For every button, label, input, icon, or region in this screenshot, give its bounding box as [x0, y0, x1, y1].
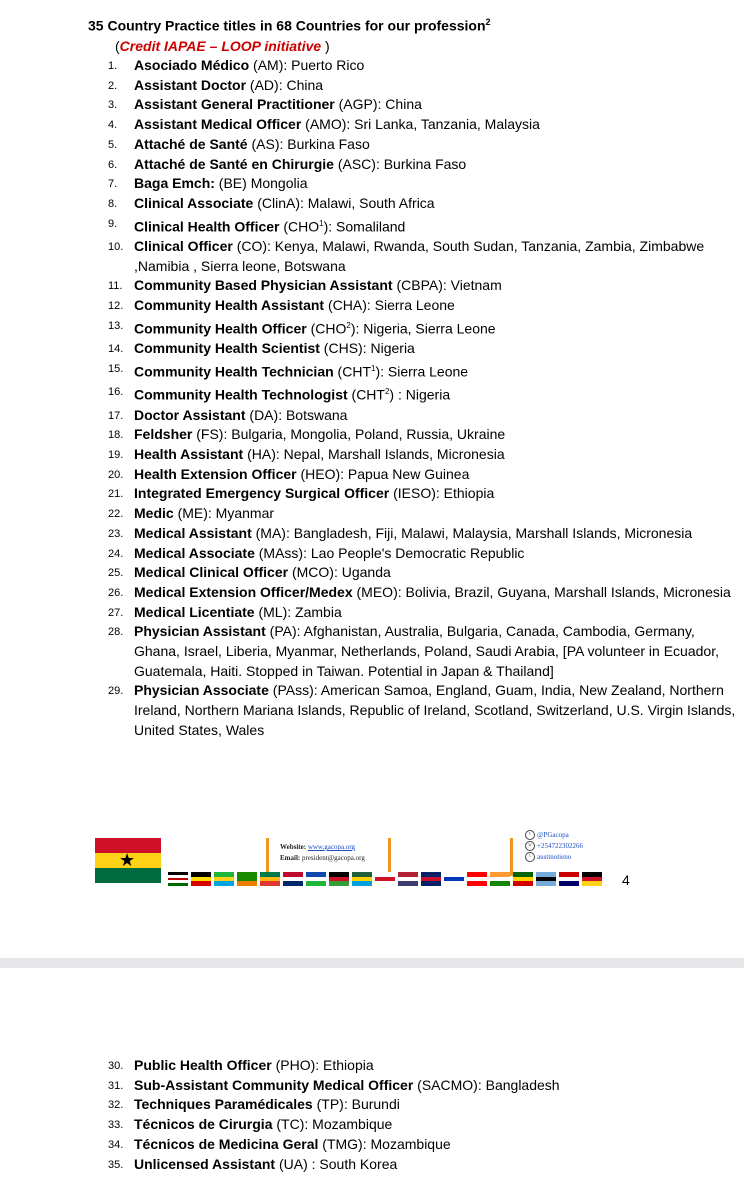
- country-flag-icon: [352, 872, 372, 886]
- country-flag-icon: [375, 872, 395, 886]
- practice-title: Clinical Associate: [134, 194, 254, 211]
- country-flag-icon: [559, 872, 579, 886]
- countries: : Myanmar: [207, 505, 275, 522]
- abbreviation-superscript: 2: [384, 387, 390, 397]
- countries: : Nepal, Marshall Islands, Micronesia: [275, 445, 505, 462]
- countries: : Mozambique: [362, 1135, 451, 1152]
- practice-title: Physician Associate: [134, 682, 269, 699]
- list-item: [100, 359, 740, 382]
- list-item: [100, 214, 740, 237]
- practice-title: Técnicos de Medicina Geral: [134, 1135, 319, 1152]
- countries: : Mozambique: [304, 1116, 393, 1133]
- countries: : Botswana: [278, 406, 348, 423]
- country-flags-strip: [168, 872, 602, 886]
- list-item: [100, 1135, 740, 1155]
- phone-number: +254722302266: [537, 842, 583, 850]
- title-abbreviation: (MA): [251, 524, 286, 541]
- country-flag-icon: [513, 872, 533, 886]
- country-flag-icon: [237, 872, 257, 886]
- footer-social: [525, 830, 583, 863]
- item-number: 9.: [108, 217, 118, 230]
- item-number: 30.: [108, 1060, 124, 1072]
- countries: : Vietnam: [442, 277, 502, 294]
- item-number: 31.: [108, 1079, 124, 1092]
- list-item: [100, 382, 740, 405]
- list-item: [100, 76, 740, 96]
- practice-title: Health Extension Officer: [134, 465, 297, 482]
- list-item: [100, 1155, 740, 1175]
- item-number: 24.: [108, 547, 124, 560]
- list-item: [100, 174, 740, 194]
- title-abbreviation: (FS): [192, 426, 224, 443]
- title-abbreviation: (AMO): [301, 116, 347, 133]
- ghana-flag-icon: ★: [95, 838, 161, 883]
- practice-title: Attaché de Santé: [134, 135, 248, 152]
- practice-title: Medic: [134, 505, 174, 522]
- practice-title: Community Health Officer: [134, 320, 307, 337]
- item-number: 18.: [108, 429, 124, 442]
- title-abbreviation: (HEO): [296, 465, 341, 482]
- list-item: [100, 681, 740, 740]
- abbreviation-superscript: 1: [319, 218, 324, 228]
- practice-title: Techniques Paramédicales: [134, 1096, 313, 1113]
- title-abbreviation: (CBPA): [392, 277, 443, 294]
- item-number: 32.: [108, 1099, 124, 1112]
- item-number: 6.: [108, 158, 118, 171]
- footer-divider: [388, 838, 391, 876]
- list-item: [100, 194, 740, 214]
- item-number: 4.: [108, 119, 118, 132]
- country-flag-icon: [260, 872, 280, 886]
- list-item: [100, 563, 740, 583]
- item-number: 25.: [108, 567, 124, 580]
- countries: : Burkina Faso: [375, 155, 467, 172]
- list-item: [100, 406, 740, 426]
- list-item: [100, 445, 740, 465]
- footer-contact: Website: www.gacopa.org Email: president@gacopa.org: [280, 843, 365, 862]
- title-abbreviation: (IESO): [389, 485, 436, 502]
- item-number: 5.: [108, 138, 118, 151]
- country-flag-icon: [191, 872, 211, 886]
- item-number: 2.: [108, 79, 118, 92]
- title-abbreviation: (TC): [272, 1116, 305, 1133]
- title-abbreviation: (AD): [246, 76, 279, 93]
- list-item: [100, 316, 740, 339]
- title-abbreviation: (TMG): [318, 1135, 363, 1152]
- practice-title: Asociado Médico: [134, 57, 250, 73]
- country-flag-icon: [168, 872, 188, 886]
- list-item: [100, 339, 740, 359]
- countries: : Burkina Faso: [279, 135, 370, 152]
- country-flag-icon: [582, 872, 602, 886]
- item-number: 20.: [108, 468, 124, 481]
- item-number: 29.: [108, 685, 124, 698]
- country-flag-icon: [329, 872, 349, 886]
- list-item: [100, 1056, 740, 1076]
- twitter-icon: t: [525, 830, 535, 840]
- abbreviation-superscript: 2: [346, 320, 351, 330]
- practice-title: Physician Assistant: [134, 623, 266, 640]
- practice-title: Community Health Assistant: [134, 297, 325, 314]
- countries: : Kenya, Malawi, Rwanda, South Sudan, Tanzania, Zambia, Zimbabwe ,Namibia , Sierra leone, Botswana: [134, 237, 705, 274]
- item-number: 35.: [108, 1158, 124, 1171]
- practice-title: Técnicos de Cirurgia: [134, 1116, 273, 1133]
- item-number: 12.: [108, 300, 124, 313]
- practice-title: Clinical Health Officer: [134, 218, 280, 235]
- title-abbreviation: (TP): [312, 1096, 344, 1113]
- list-item: [100, 622, 740, 681]
- title-abbreviation: (CO): [232, 237, 268, 254]
- practice-title: Community Health Scientist: [134, 340, 320, 357]
- practice-title: Doctor Assistant: [134, 406, 246, 423]
- title-abbreviation: (MCO): [288, 564, 334, 581]
- title-abbreviation: (ASC): [333, 155, 376, 172]
- countries: : Bangladesh: [477, 1076, 560, 1093]
- item-number: 13.: [108, 319, 124, 332]
- instagram-icon: i: [525, 852, 535, 862]
- practice-title: Medical Licentiate: [134, 603, 255, 620]
- country-flag-icon: [467, 872, 487, 886]
- credit-text: Credit IAPAE – LOOP initiative: [119, 38, 322, 54]
- list-item: [100, 276, 740, 296]
- practice-title: Community Health Technologist: [134, 386, 348, 403]
- item-number: 33.: [108, 1119, 124, 1132]
- countries: : Sierra Leone: [366, 297, 455, 314]
- countries: : Malawi, South Africa: [299, 194, 435, 211]
- title-abbreviation: (CHS): [319, 340, 363, 357]
- item-number: 1.: [108, 60, 118, 72]
- country-flag-icon: [306, 872, 326, 886]
- twitter-handle: @PGacopa: [537, 831, 569, 839]
- credit-line: (Credit IAPAE – LOOP initiative ): [115, 38, 330, 54]
- countries: ): Sierra Leone: [375, 363, 469, 380]
- countries: : Burundi: [343, 1096, 400, 1113]
- practice-title: Assistant General Practitioner: [134, 96, 335, 113]
- list-item: [100, 583, 740, 603]
- countries: : Zambia: [287, 603, 342, 620]
- list-item: [100, 115, 740, 135]
- practice-title-list-continued: [100, 1056, 740, 1174]
- countries: ): Somaliland: [323, 218, 406, 235]
- practice-title: Attaché de Santé en Chirurgie: [134, 155, 334, 172]
- item-number: 8.: [108, 197, 118, 210]
- page-number: 4: [622, 872, 630, 888]
- practice-title: Medical Associate: [134, 544, 255, 561]
- countries: : Bolivia, Brazil, Guyana, Marshall Islands, Micronesia: [397, 583, 731, 600]
- item-number: 10.: [108, 240, 124, 253]
- item-number: 21.: [108, 488, 124, 501]
- email-address: president@gacopa.org: [301, 854, 365, 862]
- item-number: 27.: [108, 606, 124, 619]
- abbreviation-superscript: 1: [371, 363, 376, 373]
- countries: : Afghanistan, Australia, Bulgaria, Canada, Cambodia, Germany, Ghana, Israel, Liberia, Myanmar, Netherlands, Poland, Saudi Arabia, [PA volunteer in Ecuador, Guatemala, Haiti. Stopped in Taiwan. Potential in Japan & Thailand]: [134, 623, 719, 679]
- list-item: [100, 465, 740, 485]
- list-item: [100, 544, 740, 564]
- country-flag-icon: [536, 872, 556, 886]
- title-abbreviation: (CHT: [333, 363, 371, 380]
- item-number: 14.: [108, 343, 124, 356]
- list-item: [100, 135, 740, 155]
- document-page-2: [0, 968, 744, 1200]
- title-abbreviation: (CHO: [306, 320, 347, 337]
- item-number: 3.: [108, 99, 118, 112]
- title-abbreviation: (ME): [173, 505, 208, 522]
- practice-title: Public Health Officer: [134, 1057, 272, 1073]
- countries: : Puerto Rico: [283, 57, 365, 73]
- country-flag-icon: [398, 872, 418, 886]
- page-separator: [0, 958, 744, 968]
- title-abbreviation: (AGP): [334, 96, 378, 113]
- list-item: [100, 296, 740, 316]
- list-item: [100, 425, 740, 445]
- countries: : Ethiopia: [315, 1057, 374, 1073]
- practice-title: Unlicensed Assistant: [134, 1155, 276, 1172]
- title-abbreviation: (CHO: [279, 218, 320, 235]
- countries: : Papua New Guinea: [340, 465, 470, 482]
- item-number: 19.: [108, 448, 124, 461]
- countries: : China: [377, 96, 422, 113]
- list-item: [100, 1076, 740, 1096]
- list-item: [100, 603, 740, 623]
- countries: ): Nigeria, Sierra Leone: [350, 320, 496, 337]
- item-number: 23.: [108, 527, 124, 540]
- country-flag-icon: [490, 872, 510, 886]
- practice-title: Clinical Officer: [134, 237, 233, 254]
- item-number: 26.: [108, 586, 124, 599]
- practice-title: Baga Emch:: [134, 175, 215, 192]
- country-flag-icon: [421, 872, 441, 886]
- title-abbreviation: (MAss): [254, 544, 304, 561]
- title-abbreviation: (BE): [214, 175, 247, 192]
- footer-divider: [510, 838, 513, 876]
- practice-title: Integrated Emergency Surgical Officer: [134, 485, 390, 502]
- title-abbreviation: (ML): [254, 603, 288, 620]
- title-abbreviation: (PHO): [271, 1057, 316, 1073]
- list-item: [100, 56, 740, 76]
- countries: : Nigeria: [362, 340, 415, 357]
- title-abbreviation: (CHT: [347, 386, 385, 403]
- countries: : American Samoa, England, Guam, India, New Zealand, Northern Ireland, Northern Mariana Islands, Republic of Ireland, Scotland, Switzerland, U.S. Virgin Islands, United States, Wales: [134, 682, 736, 738]
- title-abbreviation: (UA): [275, 1155, 308, 1172]
- list-item: [100, 504, 740, 524]
- practice-title-list: [100, 56, 740, 741]
- item-number: 16.: [108, 386, 124, 399]
- website-link[interactable]: www.gacopa.org: [307, 843, 356, 851]
- title-footnote-marker: 2: [485, 17, 491, 27]
- country-flag-icon: [283, 872, 303, 886]
- instagram-handle: austinotieno: [537, 853, 572, 861]
- list-item: [100, 484, 740, 504]
- item-number: 11.: [108, 280, 123, 293]
- title-abbreviation: (AS): [247, 135, 280, 152]
- practice-title: Medical Clinical Officer: [134, 564, 289, 581]
- item-number: 17.: [108, 409, 124, 422]
- practice-title: Medical Extension Officer/Medex: [134, 583, 353, 600]
- item-number: 22.: [108, 508, 124, 521]
- practice-title: Assistant Medical Officer: [134, 116, 302, 133]
- title-abbreviation: (ClinA): [253, 194, 300, 211]
- item-number: 15.: [108, 362, 124, 375]
- countries: : China: [278, 76, 324, 93]
- title-abbreviation: (MEO): [352, 583, 398, 600]
- title-abbreviation: (PAss): [268, 682, 314, 699]
- list-item: [100, 237, 740, 276]
- countries: : Ethiopia: [435, 485, 495, 502]
- practice-title: Feldsher: [134, 426, 193, 443]
- countries: ) : Nigeria: [389, 386, 451, 403]
- title-abbreviation: (HA): [243, 445, 276, 462]
- countries: : Uganda: [333, 564, 391, 581]
- title-abbreviation: (DA): [245, 406, 279, 423]
- page-title: 35 Country Practice titles in 68 Countries for our profession$^2$: [88, 17, 491, 34]
- countries: : Bangladesh, Fiji, Malawi, Malaysia, Marshall Islands, Micronesia: [285, 524, 693, 541]
- list-item: [100, 1095, 740, 1115]
- practice-title: Medical Assistant: [134, 524, 252, 541]
- title-abbreviation: (AM): [249, 57, 284, 73]
- countries: : Lao People's Democratic Republic: [303, 544, 525, 561]
- practice-title: Sub-Assistant Community Medical Officer: [134, 1076, 414, 1093]
- countries: : Sri Lanka, Tanzania, Malaysia: [346, 116, 540, 133]
- title-abbreviation: (PA): [265, 623, 297, 640]
- country-flag-icon: [214, 872, 234, 886]
- item-number: 34.: [108, 1138, 124, 1151]
- title-abbreviation: (CHA): [324, 297, 367, 314]
- list-item: [100, 524, 740, 544]
- countries: Mongolia: [246, 175, 308, 192]
- list-item: [100, 1115, 740, 1135]
- whatsapp-icon: w: [525, 841, 535, 851]
- countries: : Bulgaria, Mongolia, Poland, Russia, Ukraine: [223, 426, 506, 443]
- list-item: [100, 155, 740, 175]
- practice-title: Community Based Physician Assistant: [134, 277, 393, 294]
- countries: : South Korea: [307, 1155, 398, 1172]
- country-flag-icon: [444, 872, 464, 886]
- item-number: 7.: [108, 178, 118, 191]
- footer-divider: [266, 838, 269, 876]
- practice-title: Assistant Doctor: [134, 76, 247, 93]
- item-number: 28.: [108, 626, 124, 639]
- list-item: [100, 95, 740, 115]
- practice-title: Community Health Technician: [134, 363, 334, 380]
- practice-title: Health Assistant: [134, 445, 244, 462]
- title-abbreviation: (SACMO): [413, 1076, 478, 1093]
